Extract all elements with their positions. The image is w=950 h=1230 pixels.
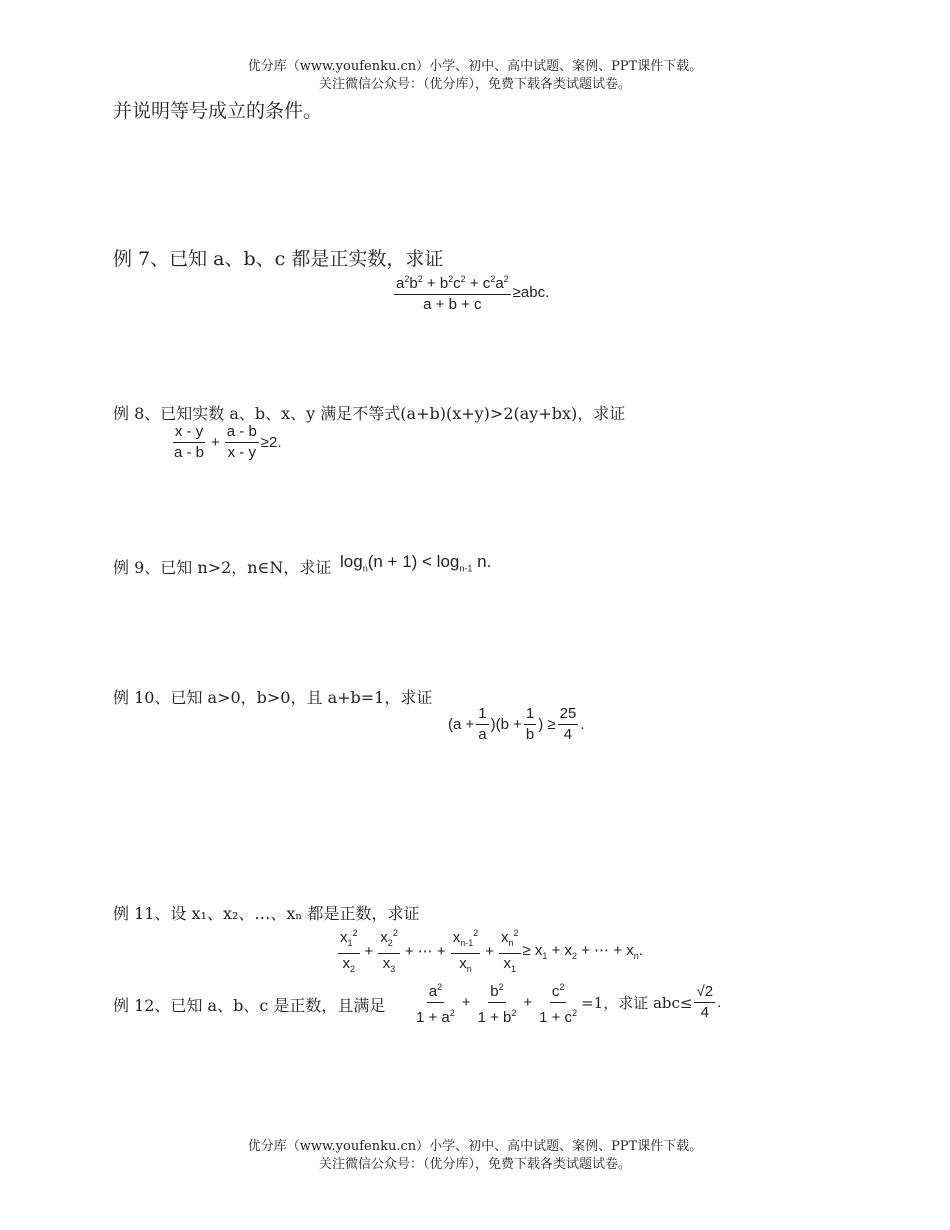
page-footer [0,1138,950,1174]
footer-line-2: 关注微信公众号：（优分库），免费下载各类试题试卷。 [318,1157,631,1172]
continuation-text: 并说明等号成立的条件。 [113,100,323,122]
example-9-formula: $\log_n(n + 1) < \log_{n-1} n$. [340,552,492,574]
ex7-fraction: $\frac{a^2b^2 + b^2c^2 + c^2a^2}{a + b + c}$ [394,270,511,314]
example-7-text: 例 7、已知 a、b、c 都是正实数，求证 [113,248,444,270]
header-line-2: 关注微信公众号：（优分库），免费下载各类试题试卷。 [318,77,631,92]
header-line-1: 优分库（www.youfenku.cn）小学、初中、高中试题、案例、PPT课件下载。 [247,59,703,74]
example-8-formula: $\frac{x - y}{a - b}$ + $\frac{a - b}{x - y}$ ≥2. [174,423,282,461]
example-7-formula [392,270,549,314]
example-12-formula: $\frac{a^2}{1 + a^2}$ + $\frac{b^2}{1 + b^2}$ + $\frac{c^2}{1 + c^2}$ =1，求证 abc≤ $\frac{√2}{4}$ . [412,978,721,1027]
footer-line-1: 优分库（www.youfenku.cn）小学、初中、高中试题、案例、PPT课件下载。 [247,1139,703,1154]
ex8-rhs: ≥2. [260,434,282,451]
ex12-eq: =1，求证 abc≤ [581,994,693,1012]
example-8-text: 例 8、已知实数 a、b、x、y 满足不等式(a+b)(x+y)>2(ay+bx)，求证 [113,404,626,423]
example-11-formula: $\frac{x_1^2}{x_2}$ + $\frac{x_2^2}{x_3}$ + ⋯ + $\frac{x_{n-1}^2}{x_n}$ + $\frac{x_n^2}{x_1}$ ≥ $x_1 + x_2$ + ⋯ + $x_n$. [336,924,643,978]
example-9-text: 例 9、已知 n>2，n∈N，求证 [113,558,332,577]
page-header [0,58,950,94]
ex7-rhs: ≥abc. [512,283,550,301]
example-12-text: 例 12、已知 a、b、c 是正数，且满足 [113,996,386,1015]
example-10-text: 例 10、已知 a>0，b>0，且 a+b=1，求证 [113,688,433,707]
example-11-text: 例 11、设 x₁、x₂、…、xₙ 都是正数，求证 [113,904,420,923]
example-10-formula: (a + $\frac{1}{a}$ )(b + $\frac{1}{b}$ ) ≥ $\frac{25}{4}$ . [448,705,585,743]
